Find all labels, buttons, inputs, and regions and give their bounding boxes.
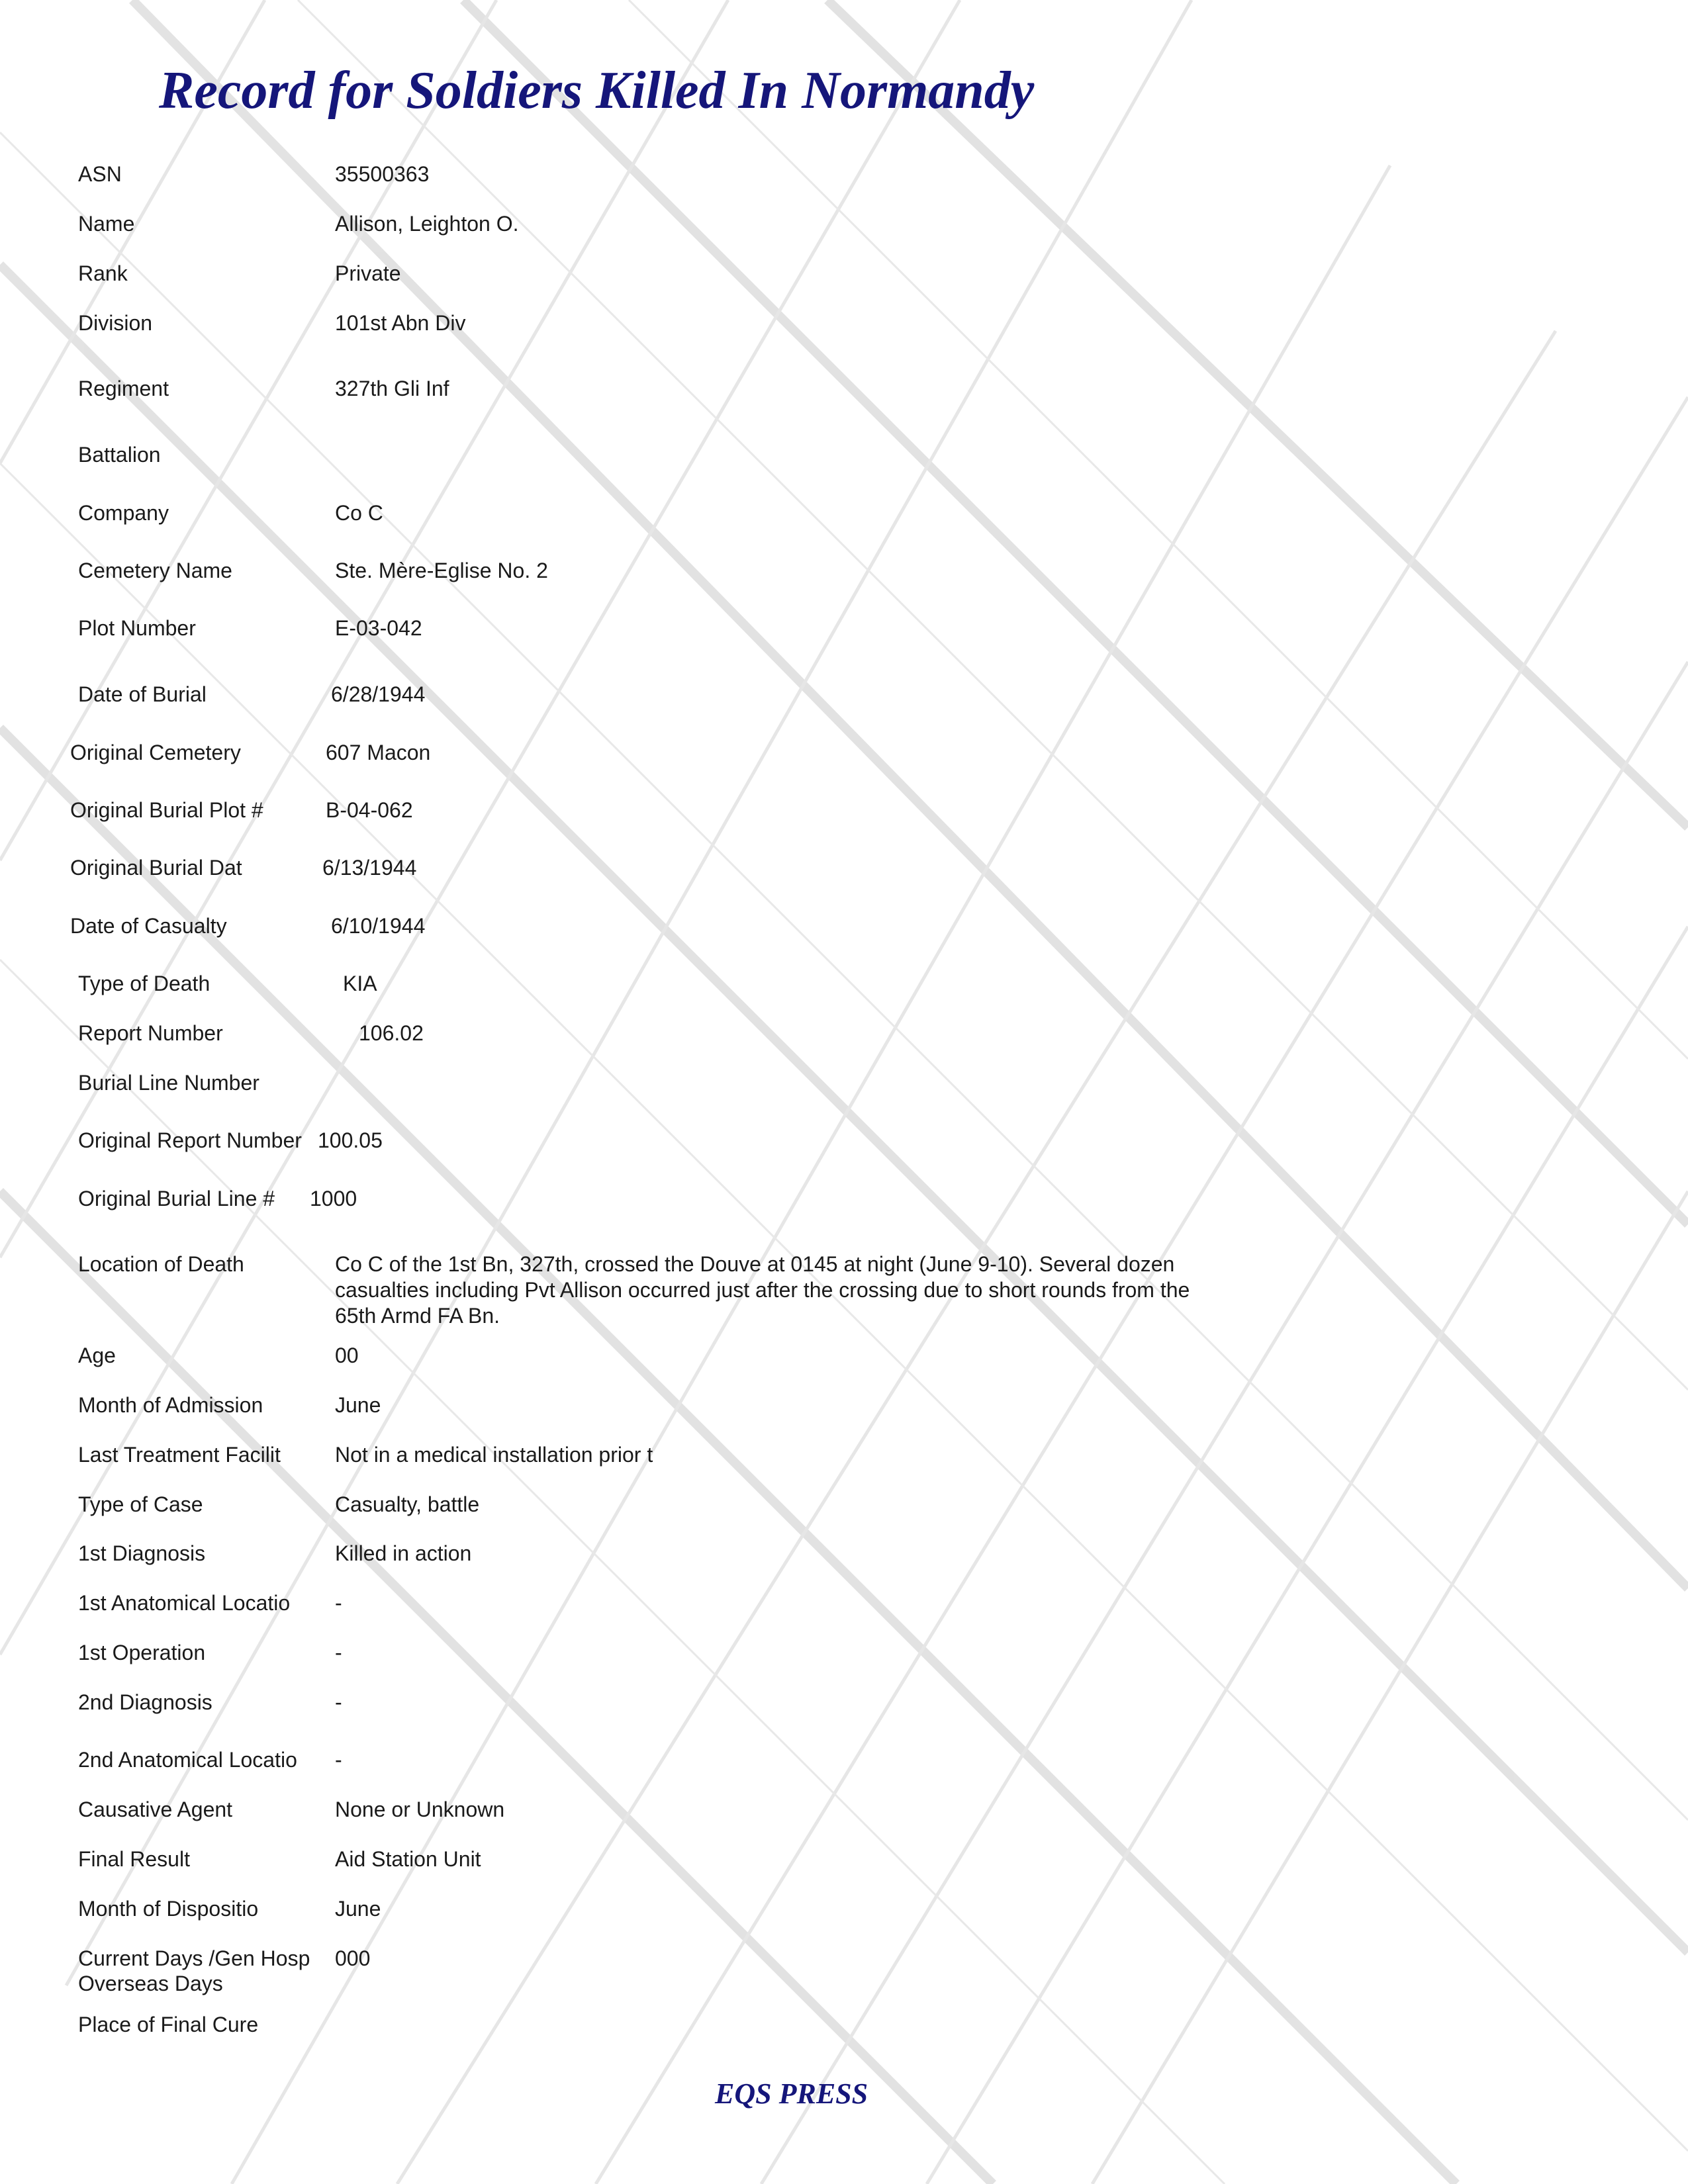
original-burial-date-value: 6/13/1944 [322,856,417,880]
type-of-death-label: Type of Death [78,972,211,995]
first-operation-value: - [335,1641,342,1664]
page-title: Record for Soldiers Killed In Normandy [159,62,1035,120]
division-label: Division [78,311,153,335]
overseas-days-label: Overseas Days [78,1972,223,1995]
regiment-label: Regiment [78,377,169,400]
month-of-admission-value: June [335,1393,381,1417]
name-label: Name [78,212,135,236]
name-value: Allison, Leighton O. [335,212,519,236]
causative-agent-value: None or Unknown [335,1797,505,1821]
original-cemetery-label: Original Cemetery [70,741,241,764]
report-number-label: Report Number [78,1021,223,1045]
battalion-label: Battalion [78,443,161,467]
rank-label: Rank [78,261,128,285]
final-result-value: Aid Station Unit [335,1847,481,1871]
rank-value: Private [335,261,401,285]
date-of-burial-value: 6/28/1944 [331,682,426,706]
first-diagnosis-label: 1st Diagnosis [78,1541,206,1565]
causative-agent-label: Causative Agent [78,1797,233,1821]
first-operation-label: 1st Operation [78,1641,206,1664]
second-diagnosis-value: - [335,1690,342,1714]
burial-line-number-label: Burial Line Number [78,1071,259,1095]
last-treatment-facility-label: Last Treatment Facilit [78,1443,281,1467]
month-of-disposition-label: Month of Dispositio [78,1897,259,1921]
location-of-death-value: Co C of the 1st Bn, 327th, crossed the Douve at 0145 at night (June 9-10). Several dozen casualties including Pvt Allison occurred just after the crossing due to short rounds from the 65th Armd FA Bn. [335,1252,1190,1328]
regiment-value: 327th Gli Inf [335,377,449,400]
type-of-death-value: KIA [343,972,377,995]
report-number-value: 106.02 [359,1021,424,1045]
type-of-case-value: Casualty, battle [335,1492,480,1516]
original-burial-plot-label: Original Burial Plot # [70,798,263,822]
first-anatomical-location-label: 1st Anatomical Locatio [78,1591,291,1615]
location-of-death-label: Location of Death [78,1252,244,1276]
month-of-disposition-value: June [335,1897,381,1921]
division-value: 101st Abn Div [335,311,466,335]
asn-value: 35500363 [335,162,430,186]
company-label: Company [78,501,169,525]
original-report-number-value: 100.05 [318,1128,383,1152]
original-report-number-label: Original Report Number [78,1128,302,1152]
current-days-gen-hosp-value: 000 [335,1946,371,1970]
original-burial-plot-value: B-04-062 [326,798,413,822]
plot-number-label: Plot Number [78,616,196,640]
age-value: 00 [335,1343,359,1367]
last-treatment-facility-value: Not in a medical installation prior t [335,1443,653,1467]
cemetery-name-label: Cemetery Name [78,559,232,582]
second-diagnosis-label: 2nd Diagnosis [78,1690,212,1714]
second-anatomical-location-value: - [335,1748,342,1772]
first-diagnosis-value: Killed in action [335,1541,472,1565]
month-of-admission-label: Month of Admission [78,1393,263,1417]
final-result-label: Final Result [78,1847,190,1871]
original-burial-line-label: Original Burial Line # [78,1187,275,1210]
place-of-final-cure-label: Place of Final Cure [78,2013,259,2036]
first-anatomical-location-value: - [335,1591,342,1615]
age-label: Age [78,1343,116,1367]
plot-number-value: E-03-042 [335,616,422,640]
company-value: Co C [335,501,383,525]
cemetery-name-value: Ste. Mère-Eglise No. 2 [335,559,548,582]
publisher-footer: EQS PRESS [715,2077,868,2110]
type-of-case-label: Type of Case [78,1492,203,1516]
date-of-burial-label: Date of Burial [78,682,207,706]
date-of-casualty-label: Date of Casualty [70,914,227,938]
date-of-casualty-value: 6/10/1944 [331,914,426,938]
asn-label: ASN [78,162,122,186]
original-burial-date-label: Original Burial Dat [70,856,242,880]
original-cemetery-value: 607 Macon [326,741,431,764]
original-burial-line-value: 1000 [310,1187,357,1210]
second-anatomical-location-label: 2nd Anatomical Locatio [78,1748,297,1772]
current-days-gen-hosp-label: Current Days /Gen Hosp [78,1946,310,1970]
